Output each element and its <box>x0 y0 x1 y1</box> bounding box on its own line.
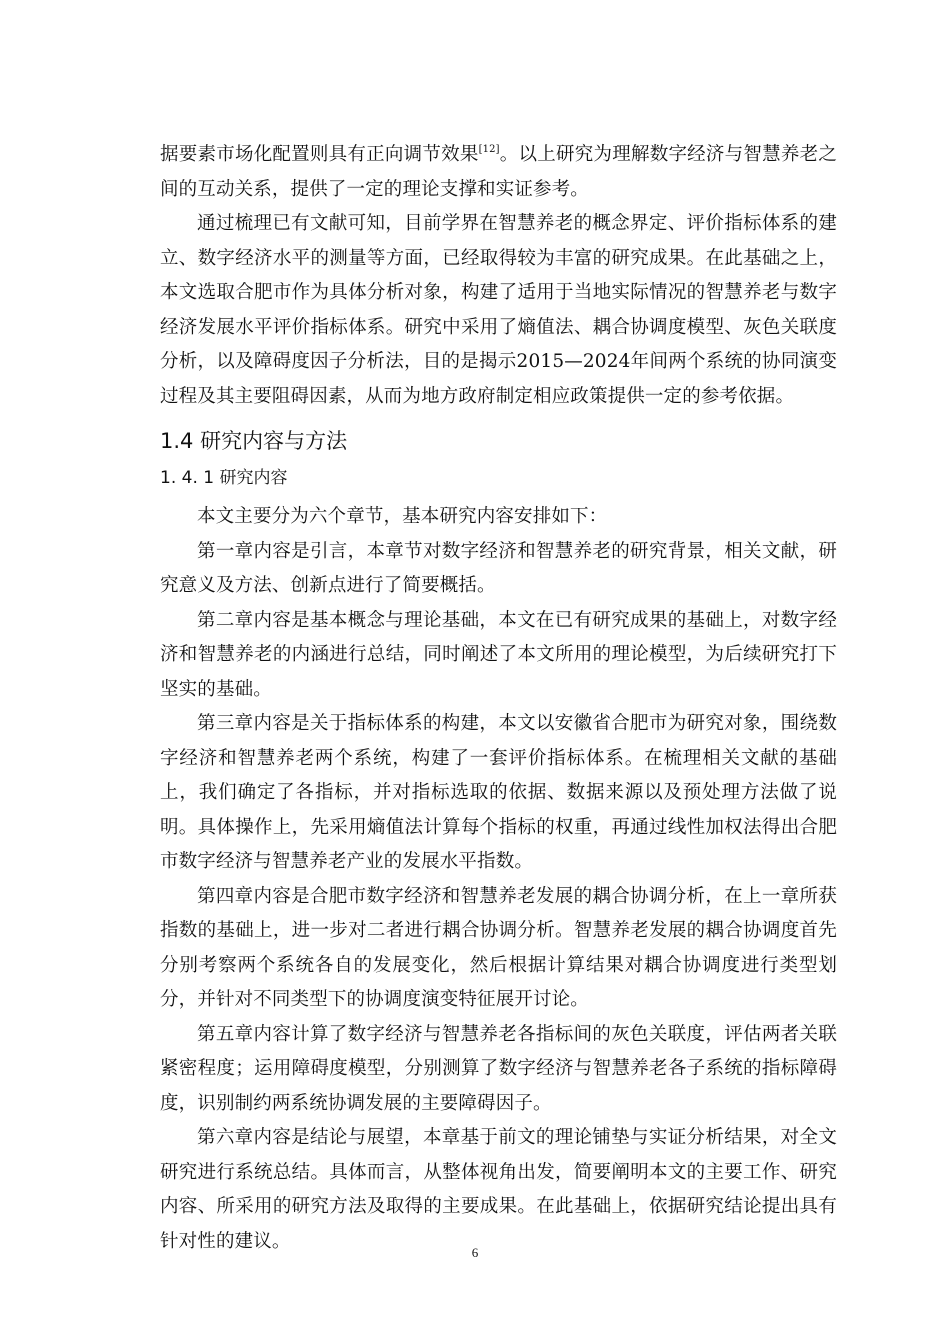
paragraph-chapter-4: 第四章内容是合肥市数字经济和智慧养老发展的耦合协调分析，在上一章所获指数的基础上，进一步对二者进行耦合协调分析。智慧养老发展的耦合协调度首先分别考察两个系统各自的发展变化，然后根据计算结果对耦合协调度进行类型划分，并针对不同类型下的协调度演变特征展开讨论。 <box>160 885 837 1010</box>
document-page <box>160 138 837 1259</box>
paragraph-chapter-6: 第六章内容是结论与展望，本章基于前文的理论铺垫与实证分析结果，对全文研究进行系统总结。具体而言，从整体视角出发，简要阐明本文的主要工作、研究内容、所采用的研究方法及取得的主要成果。在此基础上，依据研究结论提出具有针对性的建议。 <box>160 1127 837 1252</box>
paragraph-chapter-5: 第五章内容计算了数字经济与智慧养老各指标间的灰色关联度，评估两者关联紧密程度；运用障碍度模型，分别测算了数字经济与智慧养老各子系统的指标障碍度，识别制约两系统协调发展的主要障碍因子。 <box>160 1023 837 1114</box>
paragraph-chapter-1: 第一章内容是引言，本章节对数字经济和智慧养老的研究背景，相关文献，研究意义及方法、创新点进行了简要概括。 <box>160 540 837 596</box>
citation-superscript: [12] <box>478 144 500 155</box>
paragraph-chapter-3: 第三章内容是关于指标体系的构建，本文以安徽省合肥市为研究对象，围绕数字经济和智慧养老两个系统，构建了一套评价指标体系。在梳理相关文献的基础上，我们确定了各指标，并对指标选取的依据、数据来源以及预处理方法做了说明。具体操作上，先采用熵值法计算每个指标的权重，再通过线性加权法得出合肥市数字经济与智慧养老产业的发展水平指数。 <box>160 713 837 872</box>
paragraph-text-post: 。以上研究为理解数字经济与智慧养老之间的互动关系，提供了一定的理论支撑和实证参考。 <box>160 144 837 200</box>
paragraph-text-pre: 据要素市场化配置则具有正向调节效果 <box>160 144 479 165</box>
section-heading: 1.4 研究内容与方法 <box>160 429 348 453</box>
paragraph-chapter-2: 第二章内容是基本概念与理论基础，本文在已有研究成果的基础上，对数字经济和智慧养老的内涵进行总结，同时阐述了本文所用的理论模型，为后续研究打下坚实的基础。 <box>160 609 837 700</box>
paragraph-overview: 本文主要分为六个章节，基本研究内容安排如下： <box>197 506 608 527</box>
page-number: 6 <box>471 1245 479 1260</box>
paragraph-continued <box>160 138 837 207</box>
subsection-heading: 1. 4. 1 研究内容 <box>160 468 288 488</box>
paragraph-literature-summary: 通过梳理已有文献可知，目前学界在智慧养老的概念界定、评价指标体系的建立、数字经济水平的测量等方面，已经取得较为丰富的研究成果。在此基础之上，本文选取合肥市作为具体分析对象，构建了适用于当地实际情况的智慧养老与数字经济发展水平评价指标体系。研究中采用了熵值法、耦合协调度模型、灰色关联度分析，以及障碍度因子分析法，目的是揭示2015—2024年间两个系统的协同演变过程及其主要阻碍因素，从而为地方政府制定相应政策提供一定的参考依据。 <box>160 213 837 407</box>
